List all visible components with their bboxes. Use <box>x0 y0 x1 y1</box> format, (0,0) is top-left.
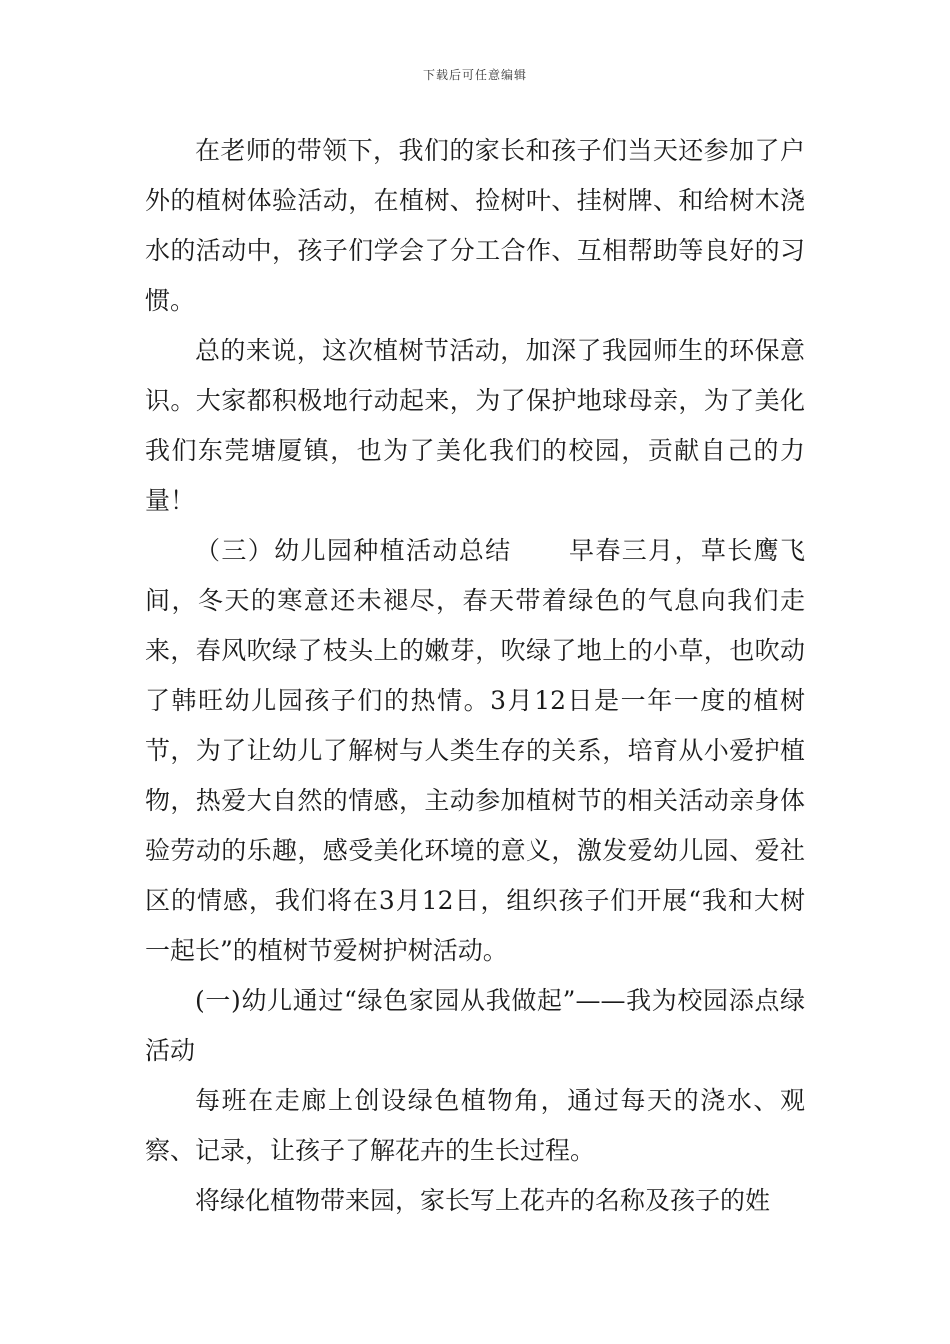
header-note: 下载后可任意编辑 <box>422 68 527 82</box>
paragraph-summary: 总的来说，这次植树节活动，加深了我园师生的环保意识。大家都积极地行动起来，为了保护地球母亲，为了美化我们东莞塘厦镇，也为了美化我们的校园，贡献自己的力量！ <box>145 336 805 515</box>
paragraph-tree-planting-experience: 在老师的带领下，我们的家长和孩子们当天还参加了户外的植树体验活动，在植树、捡树叶、挂树牌、和给树木浇水的活动中，孩子们学会了分工合作、互相帮助等良好的习惯。 <box>145 136 805 315</box>
paragraph-plant-corner: 每班在走廊上创设绿色植物角，通过每天的浇水、观察、记录，让孩子了解花卉的生长过程。 <box>145 1086 805 1165</box>
section-intro-text: 早春三月，草长鹰飞间，冬天的寒意还未褪尽，春天带着绿色的气息向我们走来，春风吹绿了枝头上的嫩芽，吹绿了地上的小草，也吹动了韩旺幼儿园孩子们的热情。3月12日是一年一度的植树节，为了让幼儿了解树与人类生存的关系，培育从小爱护植物，热爱大自然的情感，主动参加植树节的相关活动亲身体验劳动的乐趣，感受美化环境的意义，激发爱幼儿园、爱社区的情感，我们将在3月12日，组织孩子们开展“我和大树一起长”的植树节爱树护树活动。 <box>145 536 805 965</box>
paragraph-subsection-one: (一)幼儿通过“绿色家园从我做起”——我为校园添点绿活动 <box>145 986 805 1065</box>
paragraph-bring-plants: 将绿化植物带来园，家长写上花卉的名称及孩子的姓 <box>195 1186 771 1215</box>
document-body <box>145 126 805 1226</box>
paragraph-section-three <box>145 526 805 976</box>
section-heading: （三）幼儿园种植活动总结 <box>195 536 512 565</box>
